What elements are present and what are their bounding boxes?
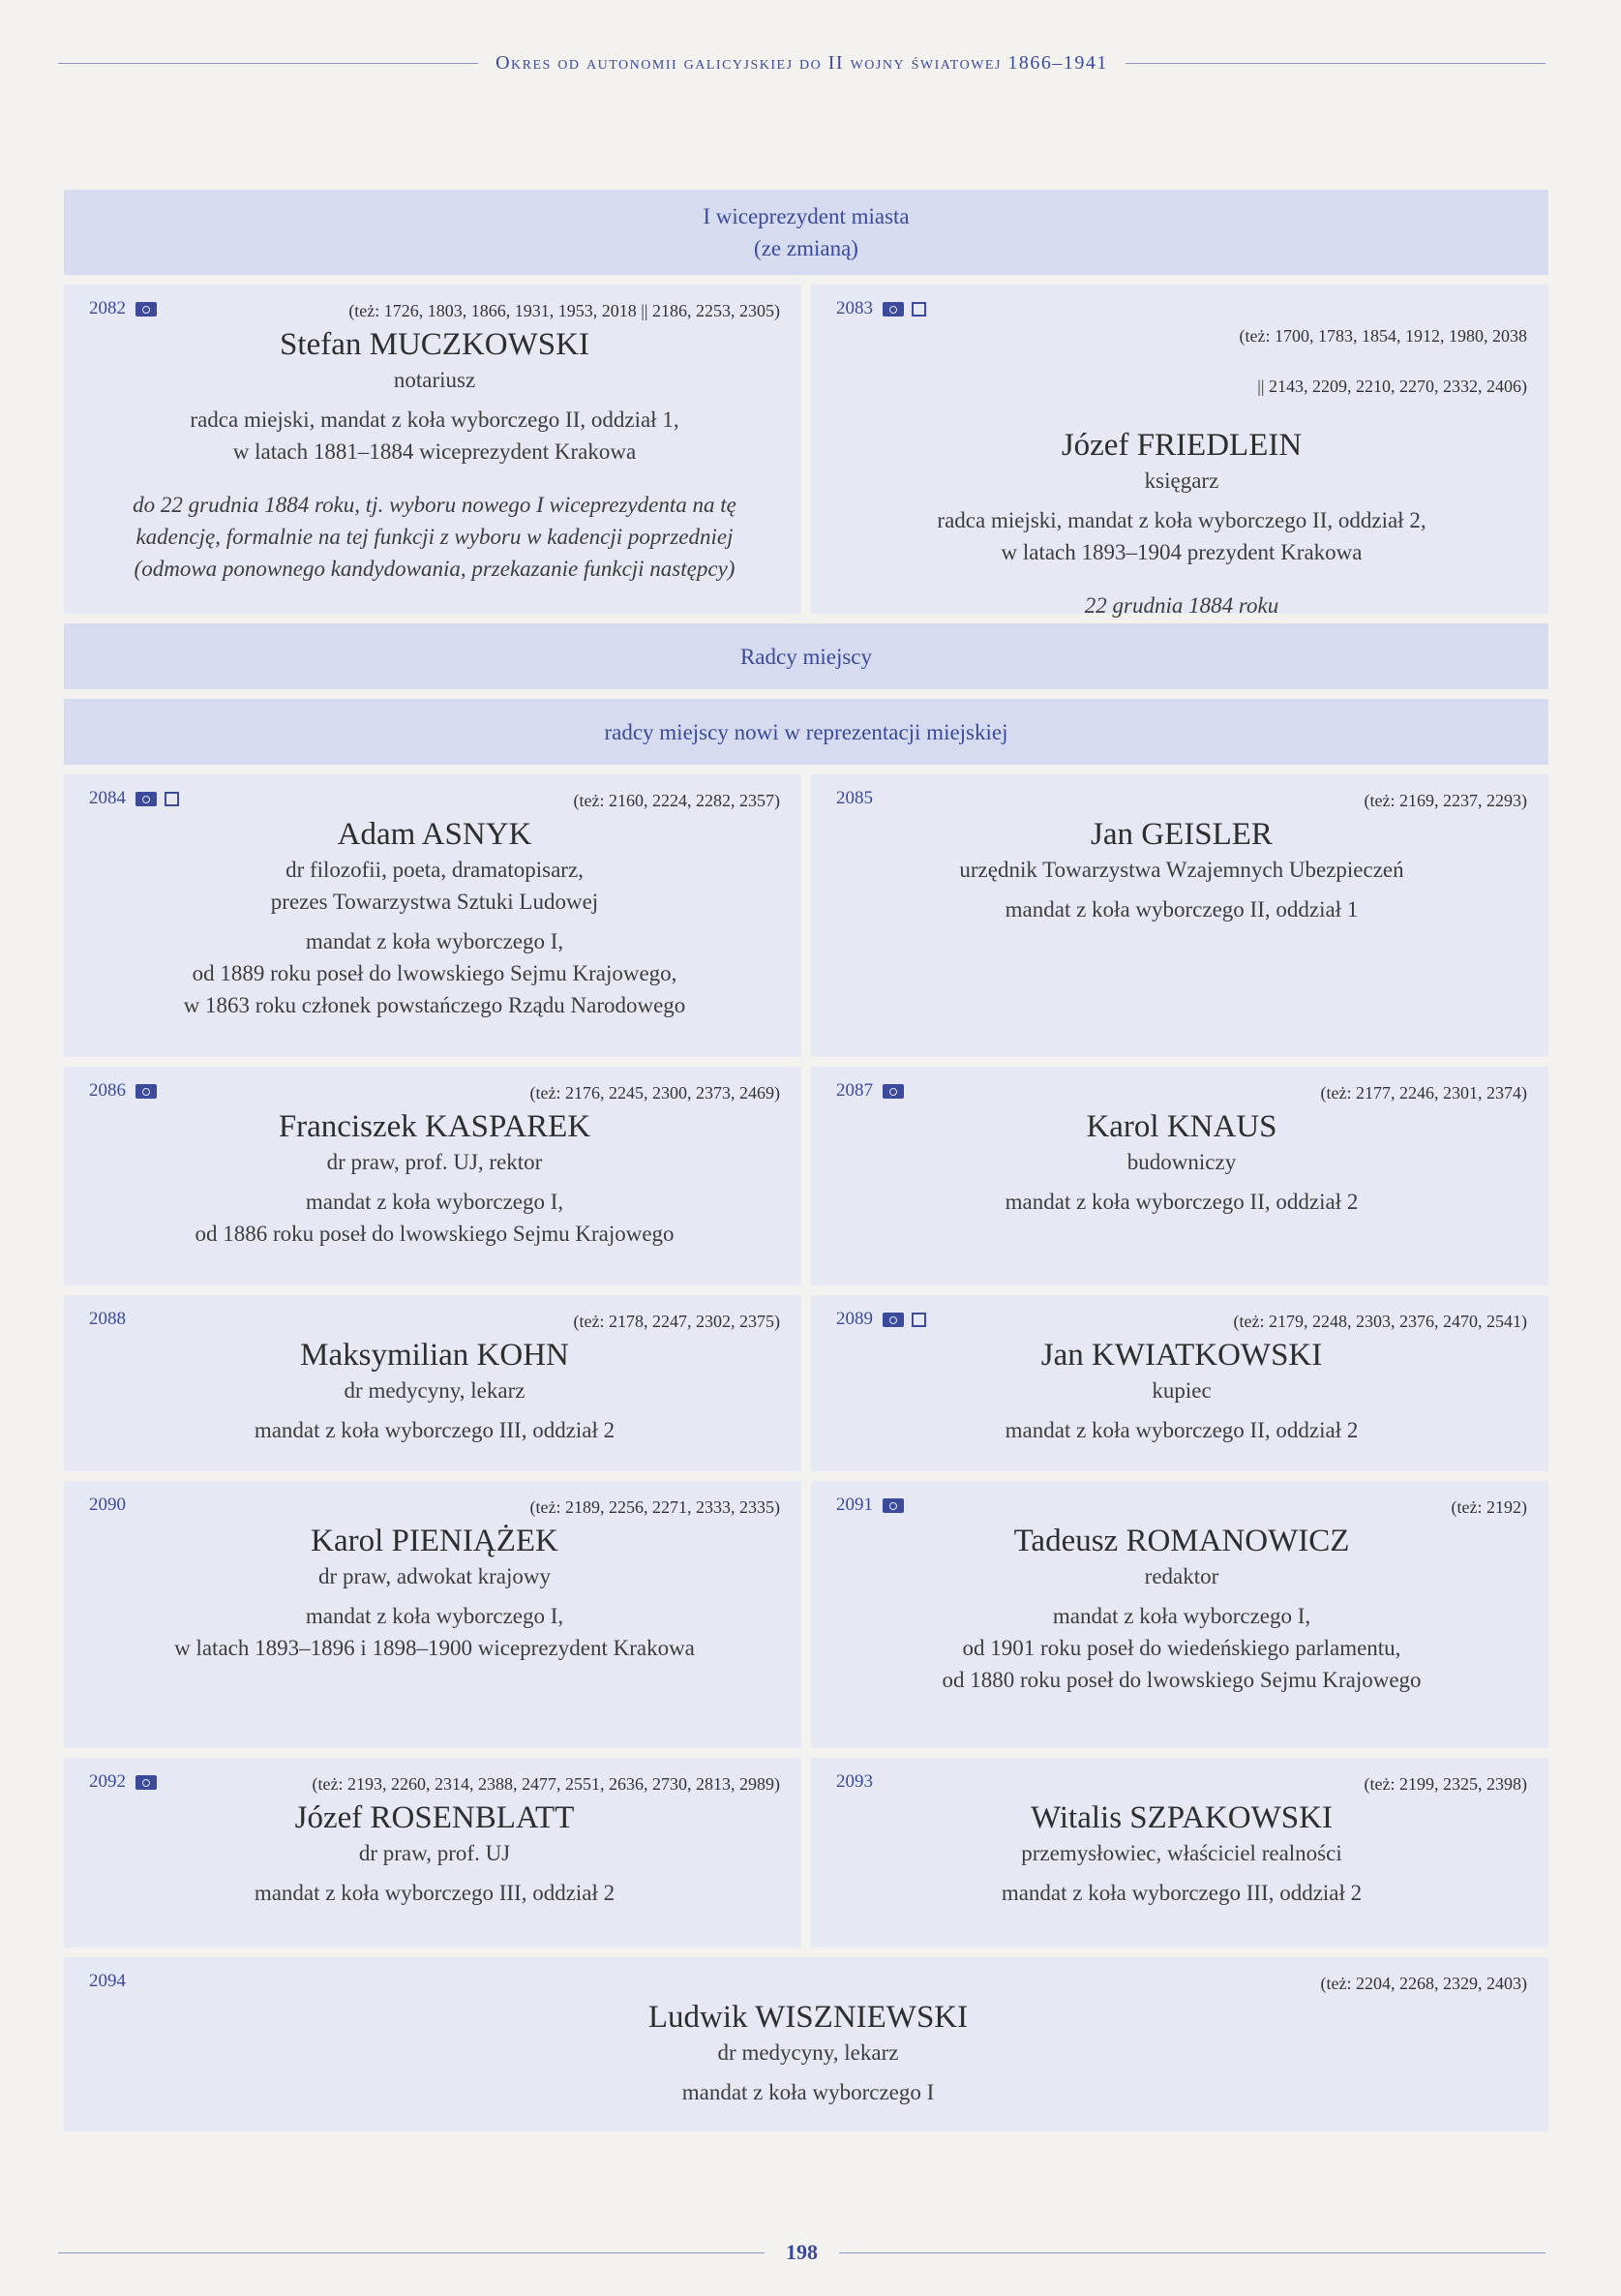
entry-number: 2083 xyxy=(836,298,873,318)
entry-2084 xyxy=(64,774,801,1057)
note-line: kadencję, formalnie na tej funkcji z wyboru w kadencji poprzedniej xyxy=(135,525,734,549)
section-vice-president xyxy=(64,190,1548,275)
entry-number: 2093 xyxy=(836,1771,873,1792)
entry-refs: (też: 2189, 2256, 2271, 2333, 2335) xyxy=(529,1497,780,1517)
photo-icon xyxy=(135,302,157,317)
entry-refs: (też: 2193, 2260, 2314, 2388, 2477, 2551, 2636, 2730, 2813, 2989) xyxy=(312,1774,780,1794)
entry-2093 xyxy=(811,1758,1548,1948)
footer-rule-right xyxy=(839,2252,1546,2253)
section-councillors-title: Radcy miejscy xyxy=(739,644,873,669)
occupation: przemysłowiec, właściciel realności xyxy=(1021,1841,1342,1865)
person-name: Ludwik WISZNIEWSKI xyxy=(647,2000,969,2035)
occupation: księgarz xyxy=(1144,468,1219,493)
person-name: Józef FRIEDLEIN xyxy=(1061,428,1303,463)
header-rule-left xyxy=(58,63,478,64)
entry-refs: (też: 2199, 2325, 2398) xyxy=(1364,1774,1527,1794)
header-rule-right xyxy=(1126,63,1546,64)
mandate-line: mandat z koła wyborczego II, oddział 2 xyxy=(1005,1190,1359,1214)
role-line: radca miejski, mandat z koła wyborczego II, oddział 2, xyxy=(937,508,1426,532)
mandate-line: od 1886 roku poseł do lwowskiego Sejmu Krajowego xyxy=(195,1222,675,1246)
entry-refs: (też: 2177, 2246, 2301, 2374) xyxy=(1320,1083,1527,1103)
entry-number: 2092 xyxy=(89,1771,126,1792)
page-number: 198 xyxy=(786,2240,818,2264)
person-name: Karol KNAUS xyxy=(1086,1109,1277,1144)
mandate-line: od 1901 roku poseł do wiedeńskiego parlamentu, xyxy=(962,1636,1401,1660)
person-name: Józef ROSENBLATT xyxy=(294,1800,575,1835)
mandate-line: w 1863 roku członek powstańczego Rządu Narodowego xyxy=(183,993,686,1017)
mandate-line: mandat z koła wyborczego II, oddział 1 xyxy=(1005,897,1359,921)
person-name: Karol PIENIĄŻEK xyxy=(311,1524,558,1558)
entry-number: 2087 xyxy=(836,1080,873,1101)
mandate-line: mandat z koła wyborczego I, xyxy=(1052,1604,1311,1628)
photo-icon xyxy=(883,1313,904,1327)
entry-refs: (też: 2204, 2268, 2329, 2403) xyxy=(1320,1974,1527,1993)
mandate-line: mandat z koła wyborczego III, oddział 2 xyxy=(254,1418,615,1442)
occupation: prezes Towarzystwa Sztuki Ludowej xyxy=(270,890,599,914)
entry-refs: (też: 2169, 2237, 2293) xyxy=(1364,791,1527,810)
occupation: redaktor xyxy=(1144,1564,1219,1588)
photo-icon xyxy=(883,302,904,317)
photo-icon xyxy=(135,1084,157,1099)
section-vice-subtitle: (ze zmianą) xyxy=(754,236,858,260)
entry-2087 xyxy=(811,1067,1548,1285)
footer-rule-left xyxy=(58,2252,765,2253)
page-footer xyxy=(58,2238,1546,2267)
entry-number: 2094 xyxy=(89,1971,126,1991)
person-name: Jan KWIATKOWSKI xyxy=(1040,1338,1323,1373)
entry-2088 xyxy=(64,1295,801,1471)
person-name: Maksymilian KOHN xyxy=(300,1338,569,1373)
section-councillors xyxy=(64,623,1548,689)
mandate-line: mandat z koła wyborczego I, xyxy=(305,1190,564,1214)
checkbox-square-icon xyxy=(912,302,926,317)
note-line: (odmowa ponownego kandydowania, przekazanie funkcji następcy) xyxy=(134,557,735,581)
occupation: kupiec xyxy=(1152,1378,1212,1403)
occupation: notariusz xyxy=(393,368,476,392)
person-name: Witalis SZPAKOWSKI xyxy=(1031,1800,1333,1835)
entry-number: 2084 xyxy=(89,788,126,808)
photo-icon xyxy=(883,1498,904,1513)
occupation: dr filozofii, poeta, dramatopisarz, xyxy=(285,858,584,882)
note-line: do 22 grudnia 1884 roku, tj. wyboru nowego I wiceprezydenta na tę xyxy=(133,493,736,517)
section-new-councillors xyxy=(64,699,1548,765)
mandate-line: w latach 1893–1896 i 1898–1900 wiceprezydent Krakowa xyxy=(174,1636,695,1660)
occupation: urzędnik Towarzystwa Wzajemnych Ubezpieczeń xyxy=(959,858,1404,882)
section-new-councillors-title: radcy miejscy nowi w reprezentacji miejskiej xyxy=(604,719,1008,744)
entry-refs: (też: 2178, 2247, 2302, 2375) xyxy=(573,1312,780,1331)
person-name: Jan GEISLER xyxy=(1091,817,1273,852)
entry-2086 xyxy=(64,1067,801,1285)
refs-line: || 2143, 2209, 2210, 2270, 2332, 2406) xyxy=(1257,377,1527,396)
occupation: dr praw, adwokat krajowy xyxy=(318,1564,551,1588)
entry-2094 xyxy=(64,1957,1548,2131)
person-name: Stefan MUCZKOWSKI xyxy=(280,327,589,362)
role-line: w latach 1881–1884 wiceprezydent Krakowa xyxy=(232,439,637,464)
entry-number: 2090 xyxy=(89,1495,126,1515)
person-name: Adam ASNYK xyxy=(337,817,532,852)
role-line: w latach 1893–1904 prezydent Krakowa xyxy=(1001,540,1363,564)
entry-number: 2082 xyxy=(89,298,126,318)
mandate-line: od 1880 roku poseł do lwowskiego Sejmu Krajowego xyxy=(942,1668,1422,1692)
note-line: 22 grudnia 1884 roku xyxy=(1084,593,1279,618)
entry-refs: (też: 1726, 1803, 1866, 1931, 1953, 2018 || 2186, 2253, 2305) xyxy=(348,301,780,320)
refs-line: (też: 1700, 1783, 1854, 1912, 1980, 2038 xyxy=(1239,326,1527,346)
mandate-line: od 1889 roku poseł do lwowskiego Sejmu Krajowego, xyxy=(192,961,677,985)
mandate-line: mandat z koła wyborczego I, xyxy=(305,1604,564,1628)
entry-2089 xyxy=(811,1295,1548,1471)
entry-number: 2085 xyxy=(836,788,873,808)
mandate-line: mandat z koła wyborczego I xyxy=(681,2080,935,2104)
mandate-line: mandat z koła wyborczego I, xyxy=(305,929,564,953)
entry-number: 2088 xyxy=(89,1309,126,1329)
occupation: dr praw, prof. UJ, rektor xyxy=(326,1150,543,1174)
mandate-line: mandat z koła wyborczego II, oddział 2 xyxy=(1005,1418,1359,1442)
entry-2091 xyxy=(811,1481,1548,1748)
person-name: Franciszek KASPAREK xyxy=(278,1109,591,1144)
section-vice-title: I wiceprezydent miasta xyxy=(703,204,910,228)
entry-2085 xyxy=(811,774,1548,1057)
photo-icon xyxy=(883,1084,904,1099)
photo-icon xyxy=(135,1775,157,1790)
entry-number: 2086 xyxy=(89,1080,126,1101)
role-line: radca miejski, mandat z koła wyborczego II, oddział 1, xyxy=(190,408,679,432)
entry-refs: (też: 2179, 2248, 2303, 2376, 2470, 2541) xyxy=(1233,1312,1527,1331)
occupation: dr medycyny, lekarz xyxy=(344,1378,525,1403)
occupation: dr praw, prof. UJ xyxy=(358,1841,511,1865)
entry-refs xyxy=(1240,298,1527,424)
entry-2082 xyxy=(64,285,801,614)
photo-icon xyxy=(135,792,157,806)
occupation: budowniczy xyxy=(1126,1150,1237,1174)
checkbox-square-icon xyxy=(165,792,179,806)
entry-number: 2091 xyxy=(836,1495,873,1515)
entry-number: 2089 xyxy=(836,1309,873,1329)
person-name: Tadeusz ROMANOWICZ xyxy=(1013,1524,1350,1558)
occupation: dr medycyny, lekarz xyxy=(717,2040,899,2065)
checkbox-square-icon xyxy=(912,1313,926,1327)
entry-2092 xyxy=(64,1758,801,1948)
entry-refs: (też: 2176, 2245, 2300, 2373, 2469) xyxy=(529,1083,780,1103)
mandate-line: mandat z koła wyborczego III, oddział 2 xyxy=(1001,1881,1363,1905)
entry-2090 xyxy=(64,1481,801,1748)
header-title: Okres od autonomii galicyjskiej do II wojny światowej 1866–1941 xyxy=(495,51,1108,74)
mandate-line: mandat z koła wyborczego III, oddział 2 xyxy=(254,1881,615,1905)
running-header xyxy=(58,48,1546,77)
entry-refs: (też: 2160, 2224, 2282, 2357) xyxy=(573,791,780,810)
entry-refs: (też: 2192) xyxy=(1451,1497,1527,1517)
entry-2083 xyxy=(811,285,1548,618)
